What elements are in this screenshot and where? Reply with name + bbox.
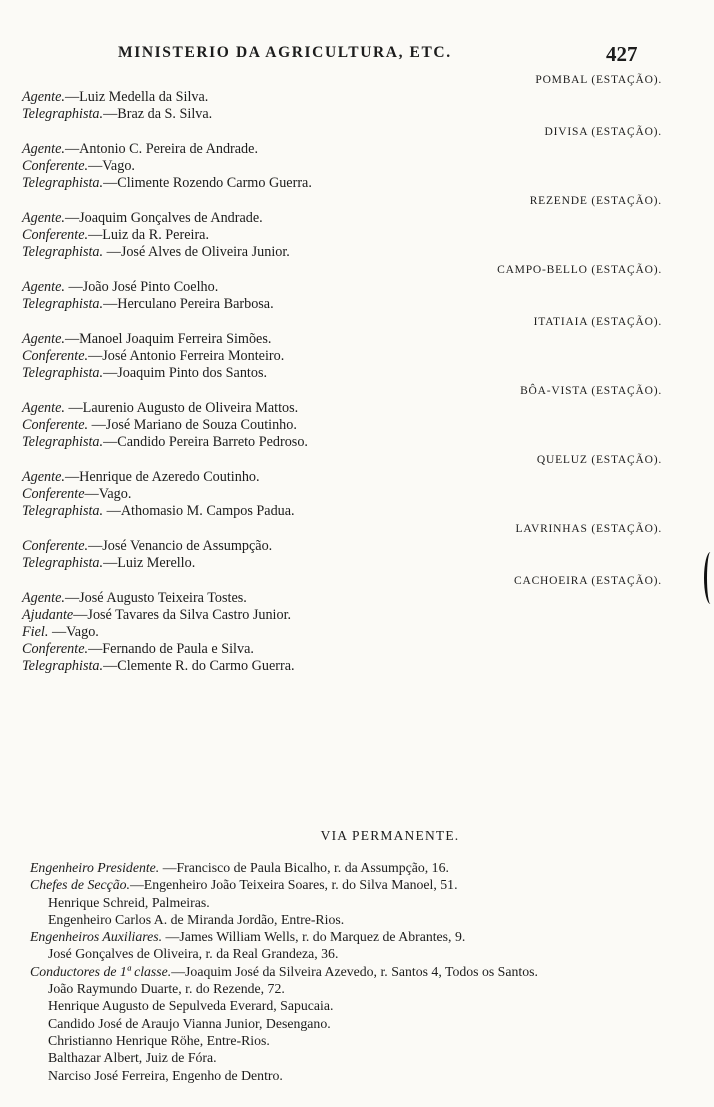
staff-role: Telegraphista. — [22, 244, 104, 260]
dash-separator: — — [73, 607, 88, 623]
staff-role: Agente. — [22, 279, 65, 295]
staff-role: Conferente. — [22, 158, 89, 174]
staff-entry — [22, 348, 662, 365]
station-heading: QUELUZ (ESTAÇÃO). — [536, 454, 662, 466]
via-permanente-list — [30, 859, 690, 1084]
staff-entry — [22, 590, 662, 607]
entry-text: João Raymundo Duarte, r. do Rezende, 72. — [48, 981, 285, 997]
staff-entry — [22, 469, 662, 486]
dash-separator: — — [103, 434, 118, 450]
entry-text: Engenheiro Carlos A. de Miranda Jordão, Entre-Rios. — [48, 911, 345, 927]
staff-person: Laurenio Augusto de Oliveira Mattos. — [82, 400, 299, 416]
via-permanente-entry — [30, 911, 690, 928]
dash-separator: — — [88, 158, 103, 174]
staff-person: José Augusto Teixeira Tostes. — [79, 590, 247, 606]
staff-person: João José Pinto Coelho. — [82, 279, 219, 295]
staff-role: Telegraphista. — [22, 175, 104, 191]
staff-entry — [22, 296, 662, 313]
staff-role: Chefes de Secção. — [30, 877, 130, 893]
dash-separator: — — [103, 365, 118, 381]
staff-role: Conferente. — [22, 227, 89, 243]
staff-person: Joaquim Pinto dos Santos. — [117, 365, 268, 381]
staff-role: Telegraphista. — [22, 503, 104, 519]
staff-entry — [22, 658, 662, 675]
running-title: MINISTERIO DA AGRICULTURA, ETC. — [118, 44, 452, 61]
staff-role: Conferente. — [22, 538, 89, 554]
station-heading: BÔA-VISTA (ESTAÇÃO). — [520, 385, 662, 397]
staff-person: Vago. — [98, 486, 132, 502]
via-permanente-entry — [30, 894, 690, 911]
staff-role: Conductores de 1ª classe. — [30, 963, 172, 979]
entry-text: —James William Wells, r. do Marquez de Abrantes, 9. — [162, 929, 466, 945]
staff-role: Telegraphista. — [22, 296, 104, 312]
dash-separator: — — [64, 590, 80, 606]
via-permanente-entry — [30, 963, 690, 980]
dash-separator: — — [64, 279, 83, 295]
staff-role: Ajudante — [22, 607, 74, 623]
dash-separator: — — [48, 624, 67, 640]
dash-separator: — — [64, 331, 80, 347]
via-permanente-entry — [30, 1067, 690, 1084]
via-permanente-entry — [30, 997, 690, 1014]
via-permanente-entry — [30, 876, 690, 893]
staff-role: Agente. — [22, 141, 65, 157]
staff-role: Engenheiros Auxiliares. — [30, 929, 163, 945]
staff-role: Agente. — [22, 89, 65, 105]
staff-entry — [22, 141, 662, 158]
staff-entry — [22, 417, 662, 434]
dash-separator: — — [64, 400, 83, 416]
dash-separator: — — [64, 141, 80, 157]
dash-separator: — — [64, 469, 80, 485]
staff-entry — [22, 503, 662, 520]
staff-role: Agente. — [22, 590, 65, 606]
staff-person: Antonio C. Pereira de Andrade. — [79, 141, 258, 157]
staff-person: Vago. — [102, 158, 135, 174]
dash-separator: — — [64, 210, 80, 226]
staff-role: Agente. — [22, 331, 65, 347]
staff-entry — [22, 434, 662, 451]
staff-person: Joaquim Gonçalves de Andrade. — [79, 210, 263, 226]
staff-person: Luiz Merello. — [117, 555, 196, 571]
page-edge-mark — [704, 552, 714, 604]
staff-entry — [22, 624, 662, 641]
dash-separator: — — [103, 175, 118, 191]
staff-entry — [22, 365, 662, 382]
staff-entry — [22, 400, 662, 417]
entry-text: —Engenheiro João Teixeira Soares, r. do Silva Manoel, 51. — [130, 877, 458, 893]
station-heading: DIVISA (ESTAÇÃO). — [544, 126, 662, 138]
staff-role: Conferente. — [22, 417, 89, 433]
entry-text: Henrique Schreid, Palmeiras. — [48, 894, 210, 910]
staff-role: Telegraphista. — [22, 658, 104, 674]
entry-text: Balthazar Albert, Juiz de Fóra. — [48, 1050, 217, 1066]
station-heading: CACHOEIRA (ESTAÇÃO). — [514, 575, 662, 587]
entry-text: —Joaquim José da Silveira Azevedo, r. Santos 4, Todos os Santos. — [171, 963, 538, 979]
dash-separator: — — [88, 417, 106, 433]
entry-text: José Gonçalves de Oliveira, r. da Real Grandeza, 36. — [48, 946, 339, 962]
dash-separator: — — [103, 555, 118, 571]
staff-entry — [22, 538, 662, 555]
dash-separator: — — [103, 658, 118, 674]
staff-role: Telegraphista. — [22, 555, 104, 571]
staff-role: Telegraphista. — [22, 434, 104, 450]
via-permanente-entry — [30, 1015, 690, 1032]
staff-person: José Antonio Ferreira Monteiro. — [102, 348, 285, 364]
dash-separator: — — [103, 296, 118, 312]
staff-role: Agente. — [22, 210, 65, 226]
entry-text: —Francisco de Paula Bicalho, r. da Assumpção, 16. — [159, 860, 449, 875]
dash-separator: — — [103, 503, 121, 519]
station-heading: REZENDE (ESTAÇÃO). — [529, 195, 662, 207]
station-heading: POMBAL (ESTAÇÃO). — [535, 74, 662, 86]
entry-text: Christianno Henrique Röhe, Entre-Rios. — [48, 1032, 270, 1048]
staff-person: Athomasio M. Campos Padua. — [120, 503, 295, 519]
staff-role: Conferente — [22, 486, 85, 502]
staff-entry — [22, 555, 662, 572]
staff-person: Clemente R. do Carmo Guerra. — [117, 658, 295, 674]
via-permanente-entry — [30, 1032, 690, 1049]
staff-entry — [22, 227, 662, 244]
staff-role: Conferente. — [22, 348, 89, 364]
staff-role: Telegraphista. — [22, 106, 104, 122]
staff-role: Engenheiro Presidente. — [30, 860, 160, 875]
staff-role: Fiel. — [22, 624, 49, 640]
staff-person: Luiz da R. Pereira. — [102, 227, 210, 243]
dash-separator: — — [88, 538, 103, 554]
dash-separator: — — [103, 106, 118, 122]
staff-person: Climente Rozendo Carmo Guerra. — [117, 175, 312, 191]
staff-role: Agente. — [22, 469, 65, 485]
staff-entry — [22, 175, 662, 192]
staff-person: Herculano Pereira Barbosa. — [117, 296, 274, 312]
station-directory — [22, 71, 662, 675]
dash-separator: — — [64, 89, 80, 105]
staff-entry — [22, 607, 662, 624]
page-header — [0, 44, 714, 68]
staff-entry — [22, 279, 662, 296]
staff-person: José Mariano de Souza Coutinho. — [105, 417, 297, 433]
staff-person: José Tavares da Silva Castro Junior. — [87, 607, 292, 623]
via-permanente-entry — [30, 928, 690, 945]
staff-entry — [22, 244, 662, 261]
staff-person: José Venancio de Assumpção. — [102, 538, 273, 554]
via-permanente-entry — [30, 1049, 690, 1066]
staff-person: Candido Pereira Barreto Pedroso. — [117, 434, 308, 450]
via-permanente-section — [30, 815, 690, 1084]
staff-person: Luiz Medella da Silva. — [79, 89, 209, 105]
staff-entry — [22, 486, 662, 503]
station-heading: LAVRINHAS (ESTAÇÃO). — [515, 523, 662, 535]
via-permanente-entry — [30, 945, 690, 962]
staff-person: Manoel Joaquim Ferreira Simões. — [79, 331, 272, 347]
staff-entry — [22, 158, 662, 175]
entry-text: Henrique Augusto de Sepulveda Everard, Sapucaia. — [48, 998, 334, 1014]
dash-separator: — — [88, 227, 103, 243]
staff-entry — [22, 641, 662, 658]
via-permanente-entry — [30, 980, 690, 997]
staff-role: Telegraphista. — [22, 365, 104, 381]
dash-separator: — — [84, 486, 99, 502]
via-permanente-entry — [30, 859, 690, 876]
station-heading: CAMPO-BELLO (ESTAÇÃO). — [497, 264, 662, 276]
page-number: 427 — [606, 42, 638, 66]
dash-separator: — — [88, 641, 103, 657]
dash-separator: — — [103, 244, 121, 260]
staff-entry — [22, 210, 662, 227]
entry-text: Candido José de Araujo Vianna Junior, Desengano. — [48, 1015, 331, 1031]
staff-person: Braz da S. Silva. — [117, 106, 213, 122]
staff-person: José Alves de Oliveira Junior. — [120, 244, 290, 260]
staff-role: Conferente. — [22, 641, 89, 657]
staff-entry — [22, 331, 662, 348]
staff-role: Agente. — [22, 400, 65, 416]
staff-entry — [22, 106, 662, 123]
staff-person: Vago. — [66, 624, 99, 640]
dash-separator: — — [88, 348, 103, 364]
entry-text: Narciso José Ferreira, Engenho de Dentro. — [48, 1067, 283, 1083]
staff-person: Fernando de Paula e Silva. — [102, 641, 254, 657]
station-heading: ITATIAIA (ESTAÇÃO). — [533, 316, 662, 328]
staff-person: Henrique de Azeredo Coutinho. — [79, 469, 260, 485]
staff-entry — [22, 89, 662, 106]
section-title: VIA PERMANENTE. — [320, 828, 460, 843]
